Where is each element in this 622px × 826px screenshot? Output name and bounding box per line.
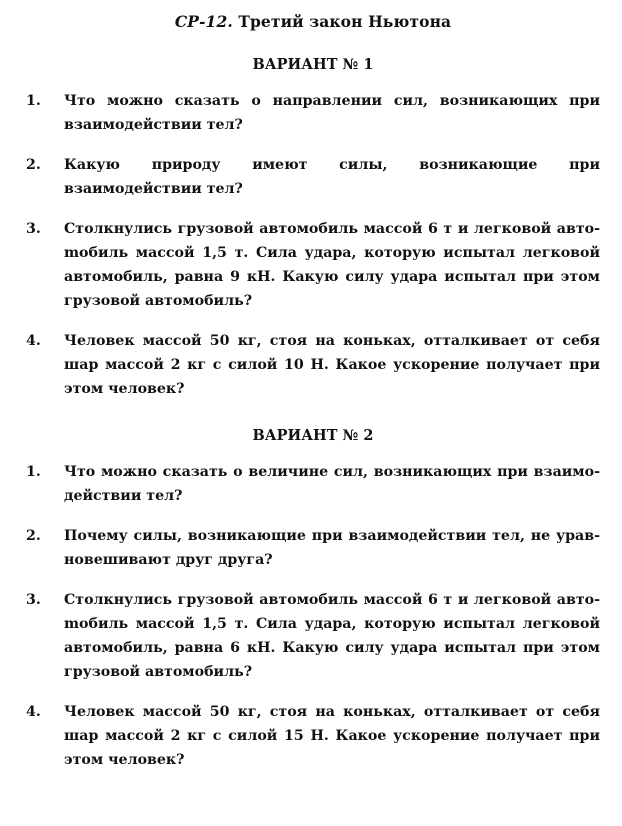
task-number: 1.: [26, 93, 41, 109]
variant-heading: ВАРИАНТ № 1: [252, 56, 374, 73]
task-item: [26, 700, 600, 772]
task-number: 1.: [26, 464, 41, 480]
task-item: [26, 460, 600, 508]
task-number: 4.: [26, 704, 41, 720]
variant-2: [26, 427, 600, 772]
variant-heading: ВАРИАНТ № 2: [252, 427, 374, 444]
variant-1: [26, 56, 600, 401]
task-list: [26, 89, 600, 401]
task-item: [26, 329, 600, 401]
task-text: Что можно сказать о направлении сил, возникающих при взаимодействии тел?: [64, 93, 600, 133]
task-number: 3.: [26, 221, 41, 237]
task-text: Столкнулись грузовой автомобиль массой 6 т и легковой автоmобиль массой 1,5 т. Сила удара, которую испытал легковой автомобиль, равна 9 кН. Какую силу удара испытал при этом грузовой автомобиль?: [64, 221, 600, 309]
title-text: Третий закон Ньютона: [238, 12, 452, 31]
task-item: [26, 153, 600, 201]
task-text: Какую природу имеют силы, возникающие при взаимодействии тел?: [64, 157, 600, 197]
page-title: [26, 12, 600, 31]
task-number: 3.: [26, 592, 41, 608]
task-number: 2.: [26, 528, 41, 544]
task-number: 4.: [26, 333, 41, 349]
task-item: [26, 588, 600, 684]
task-text: Человек массой 50 кг, стоя на коньках, отталкивает от себя шар массой 2 кг с силой 10 Н. Какое ускорение получает при этом человек?: [64, 333, 600, 397]
task-item: [26, 89, 600, 137]
task-list: [26, 460, 600, 772]
task-text: Столкнулись грузовой автомобиль массой 6 т и легковой автоmобиль массой 1,5 т. Сила удара, которую испытал легковой автомобиль, равна 6 кН. Какую силу удара испытал при этом грузовой автомобиль?: [64, 592, 600, 680]
task-item: [26, 217, 600, 313]
title-code: СР-12.: [174, 12, 233, 31]
task-text: Что можно сказать о величине сил, возникающих при взаимодействии тел?: [64, 464, 600, 504]
task-number: 2.: [26, 157, 41, 173]
task-text: Почему силы, возникающие при взаимодействии тел, не уравновешивают друг друга?: [64, 528, 600, 568]
task-item: [26, 524, 600, 572]
task-text: Человек массой 50 кг, стоя на коньках, отталкивает от себя шар массой 2 кг с силой 15 Н. Какое ускорение получает при этом человек?: [64, 704, 600, 768]
